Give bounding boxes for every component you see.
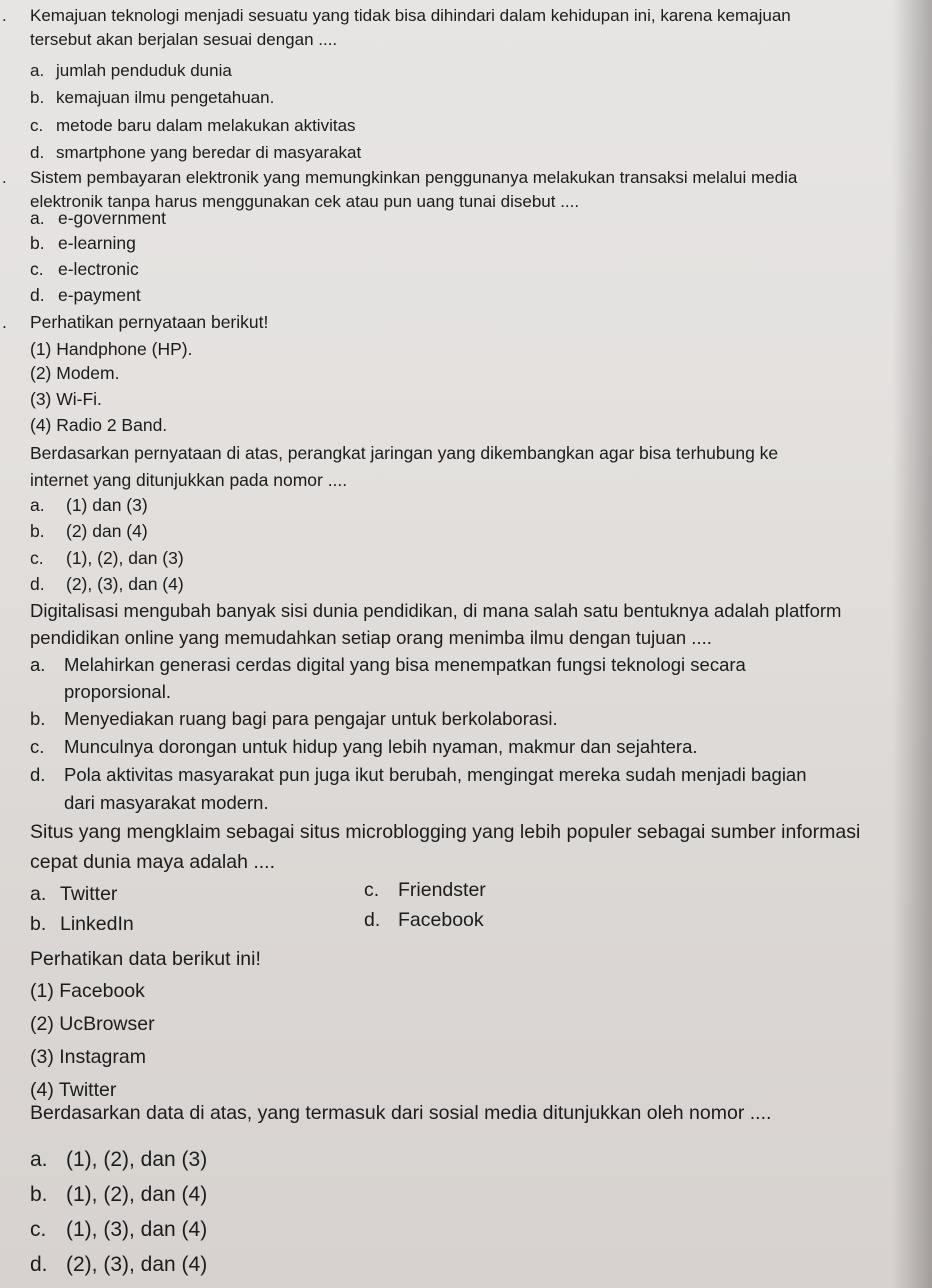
option-a: a. Twitter [30,883,118,905]
option-c: c. e-lectronic [30,259,139,279]
question-stem: Situs yang mengklaim sebagai situs microblogging yang lebih populer sebagai sumber informasi [30,821,861,843]
option-b: b. kemajuan ilmu pengetahuan. [30,88,275,107]
question-stem: Kemajuan teknologi menjadi sesuatu yang tidak bisa dihindari dalam kehidupan ini, karena kemajuan [30,6,791,25]
option-c: c. Friendster [364,879,486,901]
option-a: a. (1) dan (3) [30,495,148,515]
data-item: (2) UcBrowser [30,1013,155,1035]
option-d-continued: dari masyarakat modern. [64,792,269,813]
statement-item: (1) Handphone (HP). [30,339,193,359]
option-b: b. LinkedIn [30,913,134,935]
statement-item: (4) Radio 2 Band. [30,415,168,435]
question-stem: Sistem pembayaran elektronik yang memungkinkan penggunanya melakukan transaksi melalui media [30,168,798,187]
question-number: . [2,312,7,332]
question-stem: internet yang ditunjukkan pada nomor .... [30,470,348,490]
option-b: b. e-learning [30,233,136,253]
option-a: a. e-government [30,208,166,228]
question-number: . [2,6,7,25]
option-a: a. Melahirkan generasi cerdas digital yang bisa menempatkan fungsi teknologi secara [30,654,746,675]
option-a: a. jumlah penduduk dunia [30,61,232,80]
option-b: b. Menyediakan ruang bagi para pengajar untuk berkolaborasi. [30,708,558,729]
question-intro: Perhatikan pernyataan berikut! [30,312,269,332]
question-number: . [2,168,7,187]
option-d: d. e-payment [30,285,141,305]
data-item: (1) Facebook [30,980,145,1002]
option-d: d. (2), (3), dan (4) [30,574,184,594]
question-stem: Berdasarkan data di atas, yang termasuk dari sosial media ditunjukkan oleh nomor .... [30,1102,772,1124]
statement-item: (2) Modem. [30,363,120,383]
statement-item: (3) Wi-Fi. [30,389,102,409]
question-stem: pendidikan online yang memudahkan setiap orang menimba ilmu dengan tujuan .... [30,627,712,648]
option-d: d. Pola aktivitas masyarakat pun juga ikut berubah, mengingat mereka sudah menjadi bagian [30,764,807,785]
data-item: (4) Twitter [30,1079,117,1101]
option-d: d. smartphone yang beredar di masyarakat [30,143,362,162]
option-d: d. Facebook [364,909,484,931]
question-stem: Berdasarkan pernyataan di atas, perangkat jaringan yang dikembangkan agar bisa terhubung ke [30,443,779,463]
option-c: c. (1), (2), dan (3) [30,548,184,568]
option-c: c. (1), (3), dan (4) [30,1218,208,1241]
option-b: b. (2) dan (4) [30,521,148,541]
option-a: a. (1), (2), dan (3) [30,1148,208,1171]
option-a-continued: proporsional. [64,681,171,702]
page-edge-shadow [892,0,932,1288]
option-c: c. metode baru dalam melakukan aktivitas [30,116,356,135]
option-b: b. (1), (2), dan (4) [30,1183,208,1206]
question-stem: tersebut akan berjalan sesuai dengan .... [30,30,338,49]
question-stem: Digitalisasi mengubah banyak sisi dunia pendidikan, di mana salah satu bentuknya adalah platform [30,600,842,621]
question-intro: Perhatikan data berikut ini! [30,948,261,970]
question-stem: cepat dunia maya adalah .... [30,851,275,873]
option-d: d. (2), (3), dan (4) [30,1253,208,1276]
option-c: c. Munculnya dorongan untuk hidup yang lebih nyaman, makmur dan sejahtera. [30,736,698,757]
data-item: (3) Instagram [30,1046,146,1068]
question-stem: elektronik tanpa harus menggunakan cek atau pun uang tunai disebut .... [30,192,580,211]
